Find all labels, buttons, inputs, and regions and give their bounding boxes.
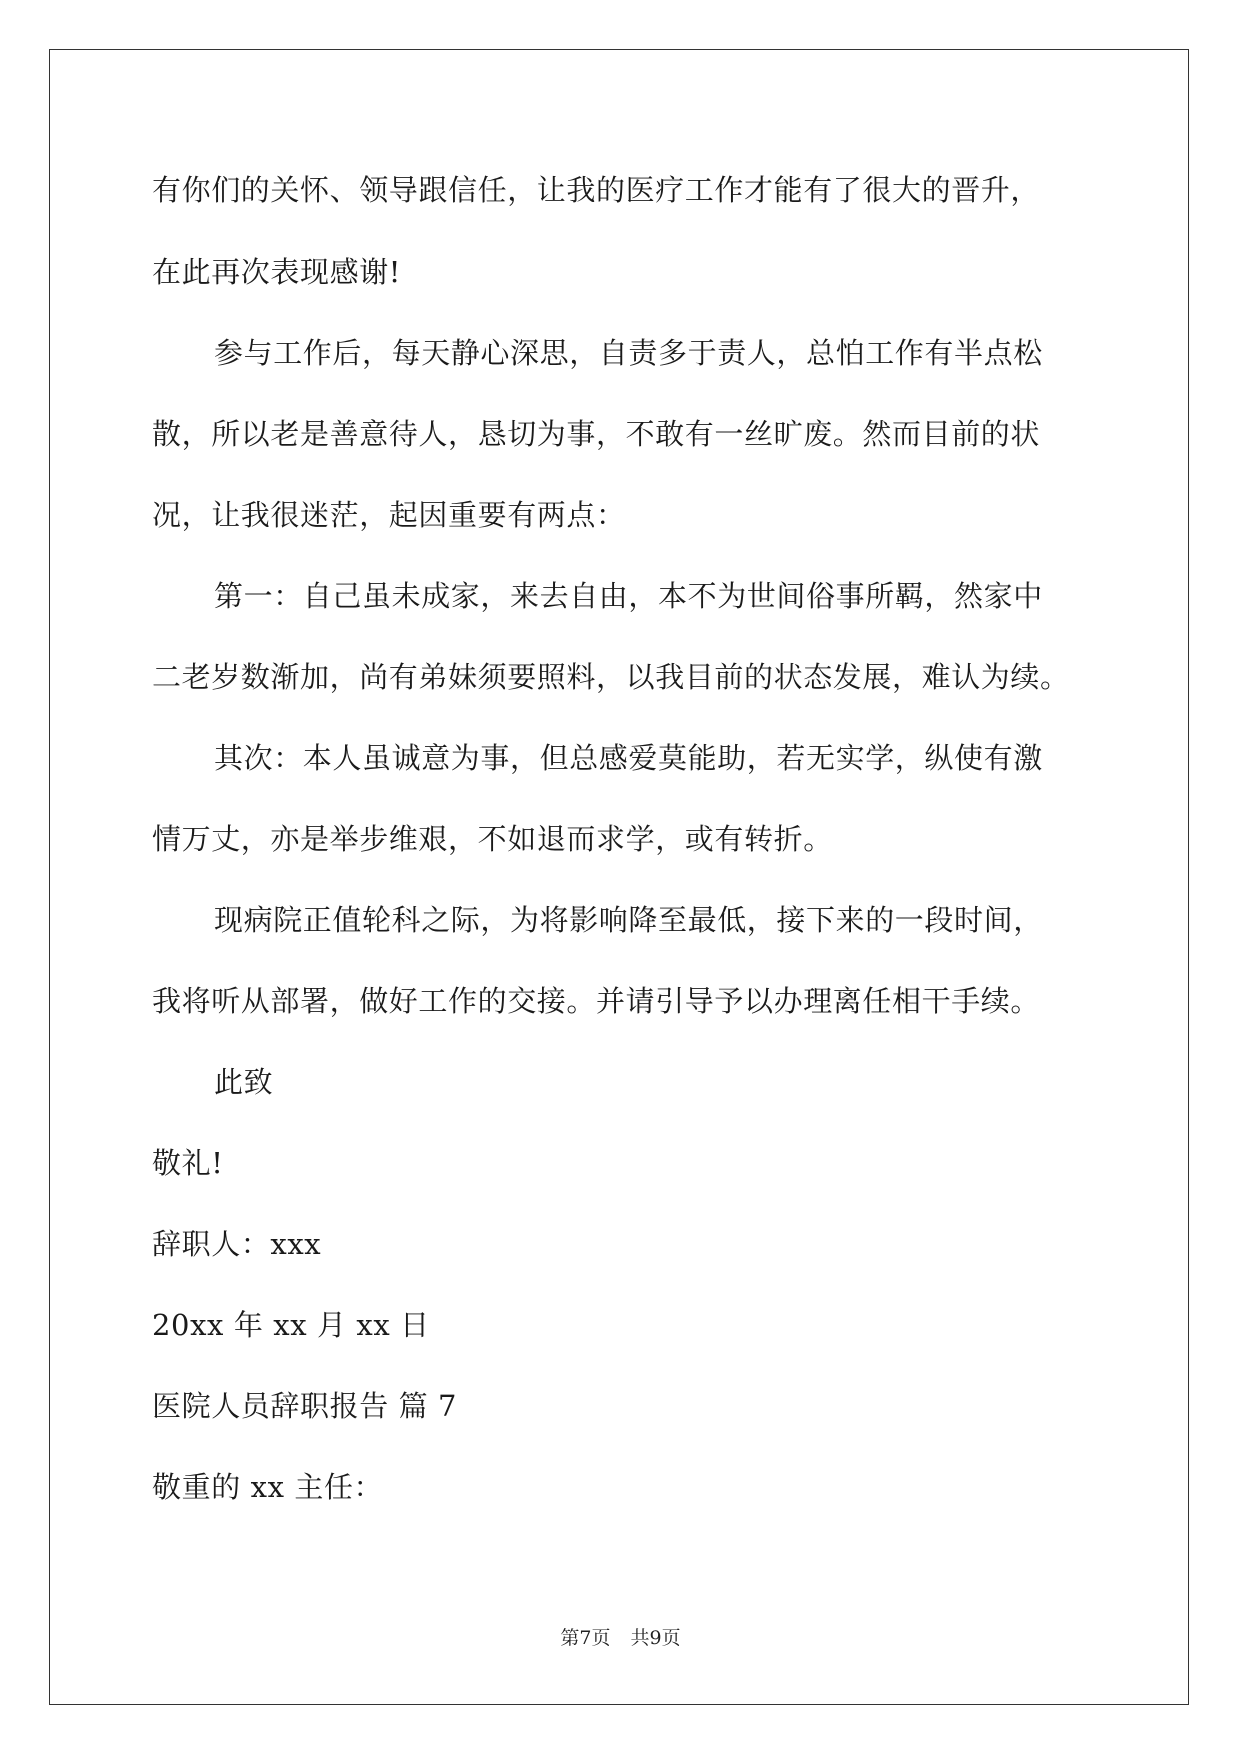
page-border: [49, 49, 1189, 1705]
current-page-number: 第7页: [560, 1627, 611, 1649]
text-line: 有你们的关怀、领导跟信任，让我的医疗工作才能有了很大的晋升，: [152, 173, 1041, 207]
text-line: 现病院正值轮科之际，为将影响降至最低，接下来的一段时间，: [214, 903, 1043, 937]
text-line: 情万丈，亦是举步维艰，不如退而求学，或有转折。: [152, 822, 833, 856]
total-pages: 共9页: [630, 1627, 681, 1649]
closing-salutation: 此致: [214, 1065, 274, 1099]
text-line: 参与工作后，每天静心深思，自责多于责人，总怕工作有半点松: [214, 336, 1043, 370]
text-line: 我将听从部署，做好工作的交接。并请引导予以办理离任相干手续。: [152, 984, 1041, 1018]
text-line: 在此再次表现感谢!: [152, 255, 402, 289]
text-line: 第一：自己虽未成家，来去自由，本不为世间俗事所羁，然家中: [214, 579, 1043, 613]
page-footer: [0, 1626, 1241, 1650]
text-line: 其次：本人虽诚意为事，但总感爱莫能助，若无实学，纵使有激: [214, 741, 1043, 775]
signature-line: 辞职人：xxx: [152, 1227, 322, 1261]
text-line: 况，让我很迷茫，起因重要有两点：: [152, 498, 626, 532]
section-heading: 医院人员辞职报告 篇 7: [152, 1389, 458, 1423]
date-line: 20xx 年 xx 月 xx 日: [152, 1308, 430, 1342]
recipient-greeting: 敬重的 xx 主任：: [152, 1470, 384, 1504]
text-line: 二老岁数渐加，尚有弟妹须要照料，以我目前的状态发展，难认为续。: [152, 660, 1070, 694]
closing-regards: 敬礼!: [152, 1146, 224, 1180]
text-line: 散，所以老是善意待人，恳切为事，不敢有一丝旷废。然而目前的状: [152, 417, 1041, 451]
